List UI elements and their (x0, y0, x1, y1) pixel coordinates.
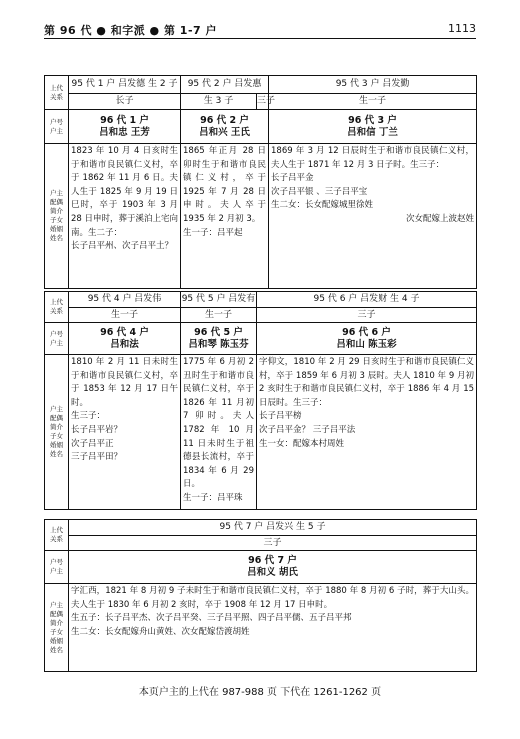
relation-label: 上代 关系 (45, 76, 69, 110)
household-block-1 (44, 75, 477, 289)
parent-cell: 95 代 2 户 吕发惠 (181, 76, 269, 94)
household-head: 96 代 2 户 吕和兴 王氏 (181, 110, 269, 144)
relation-cell: 长子 (69, 94, 181, 110)
household-block-2 (44, 291, 477, 510)
bio-label: 户主 配偶 简介 子女 婚姻 姓名 (45, 584, 69, 672)
household-label: 户号 户主 (45, 110, 69, 144)
biography: 1869 年 3 月 12 日辰时生于和谐市良民镇仁义村，夫人生于 1871 年 12 月 3 日子时。生三子： 长子吕平金 次子吕平银 、三子吕平宝 生二女：长女配嫁城里徐姓 次女配嫁上波赵姓 (269, 144, 477, 289)
household-label: 户号 户主 (45, 323, 69, 355)
bio-label: 户主 配偶 简介 子女 婚姻 姓名 (45, 144, 69, 289)
biography: 1810 年 2 月 11 日未时生于和谐市良民镇仁义村，卒于 1853 年 12 月 17 日午时。 生三子： 长子吕平岩？ 次子吕平正 三子吕平田？ (69, 355, 181, 510)
household-head: 96 代 1 户 吕和忠 王芳 (69, 110, 181, 144)
relation-cell: 三子 (257, 308, 477, 323)
relation-cell: 生一子 (181, 308, 257, 323)
page-number: 1113 (448, 22, 476, 35)
parent-cell: 95 代 6 户 吕发财 生 4 子 (257, 292, 477, 308)
biography: 1775 年 6 月初 2 丑时生于和谐市良民镇仁义村，卒于 1826 年 11 月初 7 卯时。夫人 1782 年 10 月 11 日未时生于祖德县长流村，卒于 1834 年 6 月 29 日。 生一子：吕平珠 (181, 355, 257, 510)
relation-label: 上代 关系 (45, 292, 69, 323)
parent-cell: 95 代 4 户 吕发伟 (69, 292, 181, 308)
parent-cell: 95 代 7 户 吕发兴 生 5 子 (69, 520, 477, 536)
biography: 字仰文，1810 年 2 月 29 日亥时生于和谐市良民镇仁义村，卒于 1859 年 6 月初 3 辰时。夫人 1810 年 9 月初 2 亥时生于和谐市良民镇仁义村，卒于 1886 年 4 月 15 日辰时。生三子： 长子吕平榜 次子吕平金？ 三子吕平法 生一女：配嫁本村周姓 (257, 355, 477, 510)
household-head: 96 代 4 户 吕和法 (69, 323, 181, 355)
relation-cell: 生一子 (69, 308, 181, 323)
relation-cell: 生 3 子 (181, 94, 257, 110)
header-rule (44, 38, 476, 39)
household-head: 96 代 7 户 吕和义 胡氏 (69, 551, 477, 584)
household-head: 96 代 6 户 吕和山 陈玉彩 (257, 323, 477, 355)
bio-label: 户主 配偶 简介 子女 婚姻 姓名 (45, 355, 69, 510)
biography: 字汇西，1821 年 8 月初 9 子未时生于和谐市良民镇仁义村，卒于 1880 年 8 月初 6 子时，葬于大山头。夫人生于 1830 年 6 月初 2 亥时，卒于 1908 年 12 月 17 日申时。 生五子：长子吕平杰、次子吕平癸、三子吕平照、四子吕平儒、五子吕平邦 生二女：长女配嫁舟山黄姓、次女配嫁岱渡胡姓 (69, 584, 477, 672)
household-block-3 (44, 519, 477, 672)
relation-cell: 三子 (69, 536, 477, 551)
household-head: 96 代 5 户 吕和琴 陈玉芬 (181, 323, 257, 355)
page-header (44, 22, 476, 38)
relation-cell: 三子 (257, 94, 269, 110)
generation-header: 第 96 代 ● 和字派 ● 第 1-7 户 (44, 24, 218, 37)
biography: 1823 年 10 月 4 日亥时生于和谐市良民镇仁义村，卒于 1862 年 11 月 6 日。夫人生于 1825 年 9 月 19 日巳时，卒于 1903 年 3 月 28 日申时，葬于溪泊上宅向南。生二子： 长子吕平州、次子吕平土？ (69, 144, 181, 289)
relation-cell: 生一子 (269, 94, 477, 110)
parent-cell: 95 代 1 户 吕发德 生 2 子 (69, 76, 181, 94)
biography: 1865 年正月 28 日卯时生于和谐市良民镇仁义村，卒于 1925 年 7 月 28 日申时。夫人卒于 1935 年 2 月初 3。 生一子：吕平起 (181, 144, 269, 289)
household-head: 96 代 3 户 吕和信 丁兰 (269, 110, 477, 144)
parent-cell: 95 代 5 户 吕发有 (181, 292, 257, 308)
parent-cell: 95 代 3 户 吕发勤 (269, 76, 477, 94)
page-footer: 本页户主的上代在 987-988 页 下代在 1261-1262 页 (138, 687, 382, 698)
household-label: 户号 户主 (45, 551, 69, 584)
relation-label: 上代 关系 (45, 520, 69, 551)
